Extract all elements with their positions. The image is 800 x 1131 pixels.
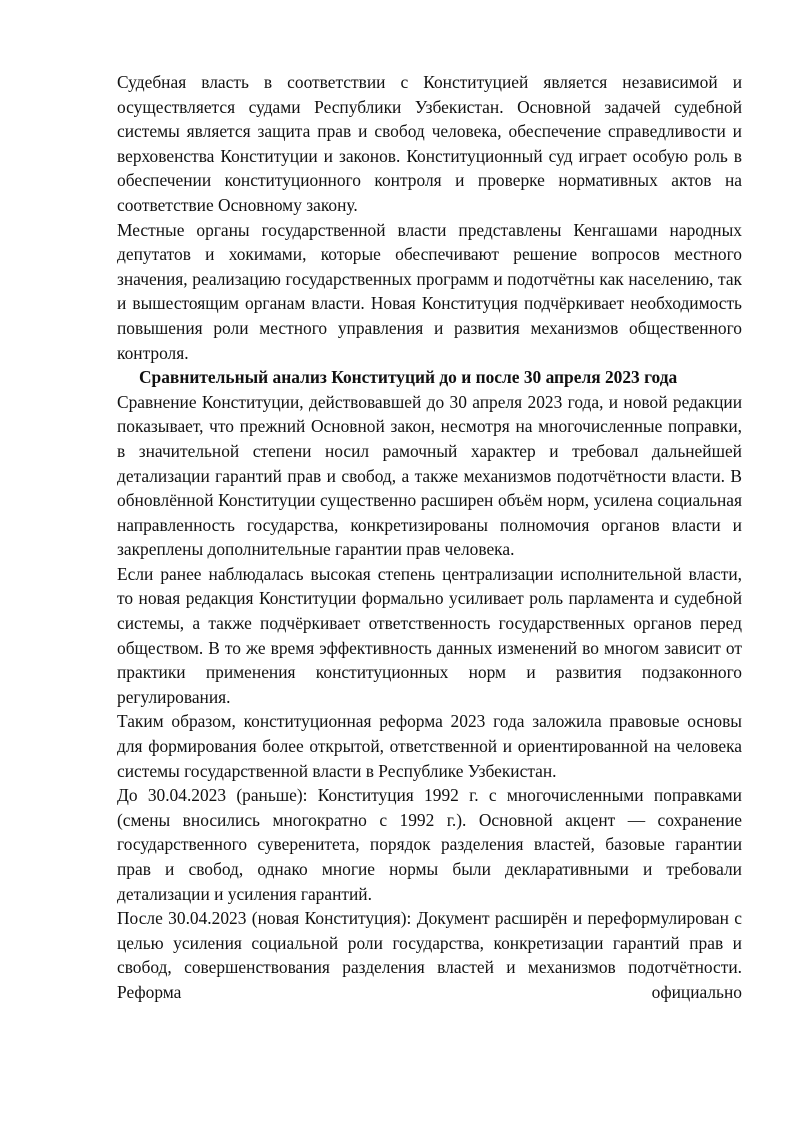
- paragraph-comparison: Сравнение Конституции, действовавшей до 30 апреля 2023 года, и новой редакции показывает, что прежний Основной закон, несмотря на многочисленные поправки, в значительной степени носил рамочный характер и требовал дальнейшей детализации гарантий прав и свобод, а также механизмов подотчётности власти. В обновлённой Конституции существенно расширен объём норм, усилена социальная направленность государства, конкретизированы полномочия органов власти и закреплены дополнительные гарантии прав человека.: [117, 391, 742, 560]
- paragraph-after-reform: После 30.04.2023 (новая Конституция): Документ расширён и переформулирован с целью усиления социальной роли государства, конкретизации гарантий прав и свобод, совершенствования разделения властей и механизмов подотчётности. Реформа официально: [117, 908, 742, 1002]
- paragraph-conclusion: Таким образом, конституционная реформа 2023 года заложила правовые основы для формирования более открытой, ответственной и ориентированной на человека системы государственной власти в Республике Узбекистан.: [117, 711, 742, 781]
- document-page: [117, 70, 742, 1005]
- paragraph-judicial-power: Судебная власть в соответствии с Конституцией является независимой и осуществляется судами Республики Узбекистан. Основной задачей судебной системы является защита прав и свобод человека, обеспечение справедливости и верховенства Конституции и законов. Конституционный суд играет особую роль в обеспечении конституционного контроля и проверке нормативных актов на соответствие Основному закону.: [117, 72, 742, 215]
- paragraph-local-government: Местные органы государственной власти представлены Кенгашами народных депутатов и хокимами, которые обеспечивают решение вопросов местного значения, реализацию государственных программ и подотчётны как населению, так и вышестоящим органам власти. Новая Конституция подчёркивает необходимость повышения роли местного управления и развития механизмов общественного контроля.: [117, 219, 742, 363]
- paragraph-before-reform: До 30.04.2023 (раньше): Конституция 1992 г. с многочисленными поправками (смены вносились многократно с 1992 г.). Основной акцент — сохранение государственного суверенитета, порядок разделения властей, базовые гарантии прав и свобод, однако многие нормы были декларативными и требовали детализации и усиления гарантий.: [117, 785, 742, 904]
- paragraph-centralization: Если ранее наблюдалась высокая степень централизации исполнительной власти, то новая редакция Конституции формально усиливает роль парламента и судебной системы, а также подчёркивает ответственность государственных органов перед обществом. В то же время эффективность данных изменений во многом зависит от практики применения конституционных норм и развития подзаконного регулирования.: [117, 563, 742, 707]
- section-heading: Сравнительный анализ Конституций до и после 30 апреля 2023 года: [139, 367, 678, 388]
